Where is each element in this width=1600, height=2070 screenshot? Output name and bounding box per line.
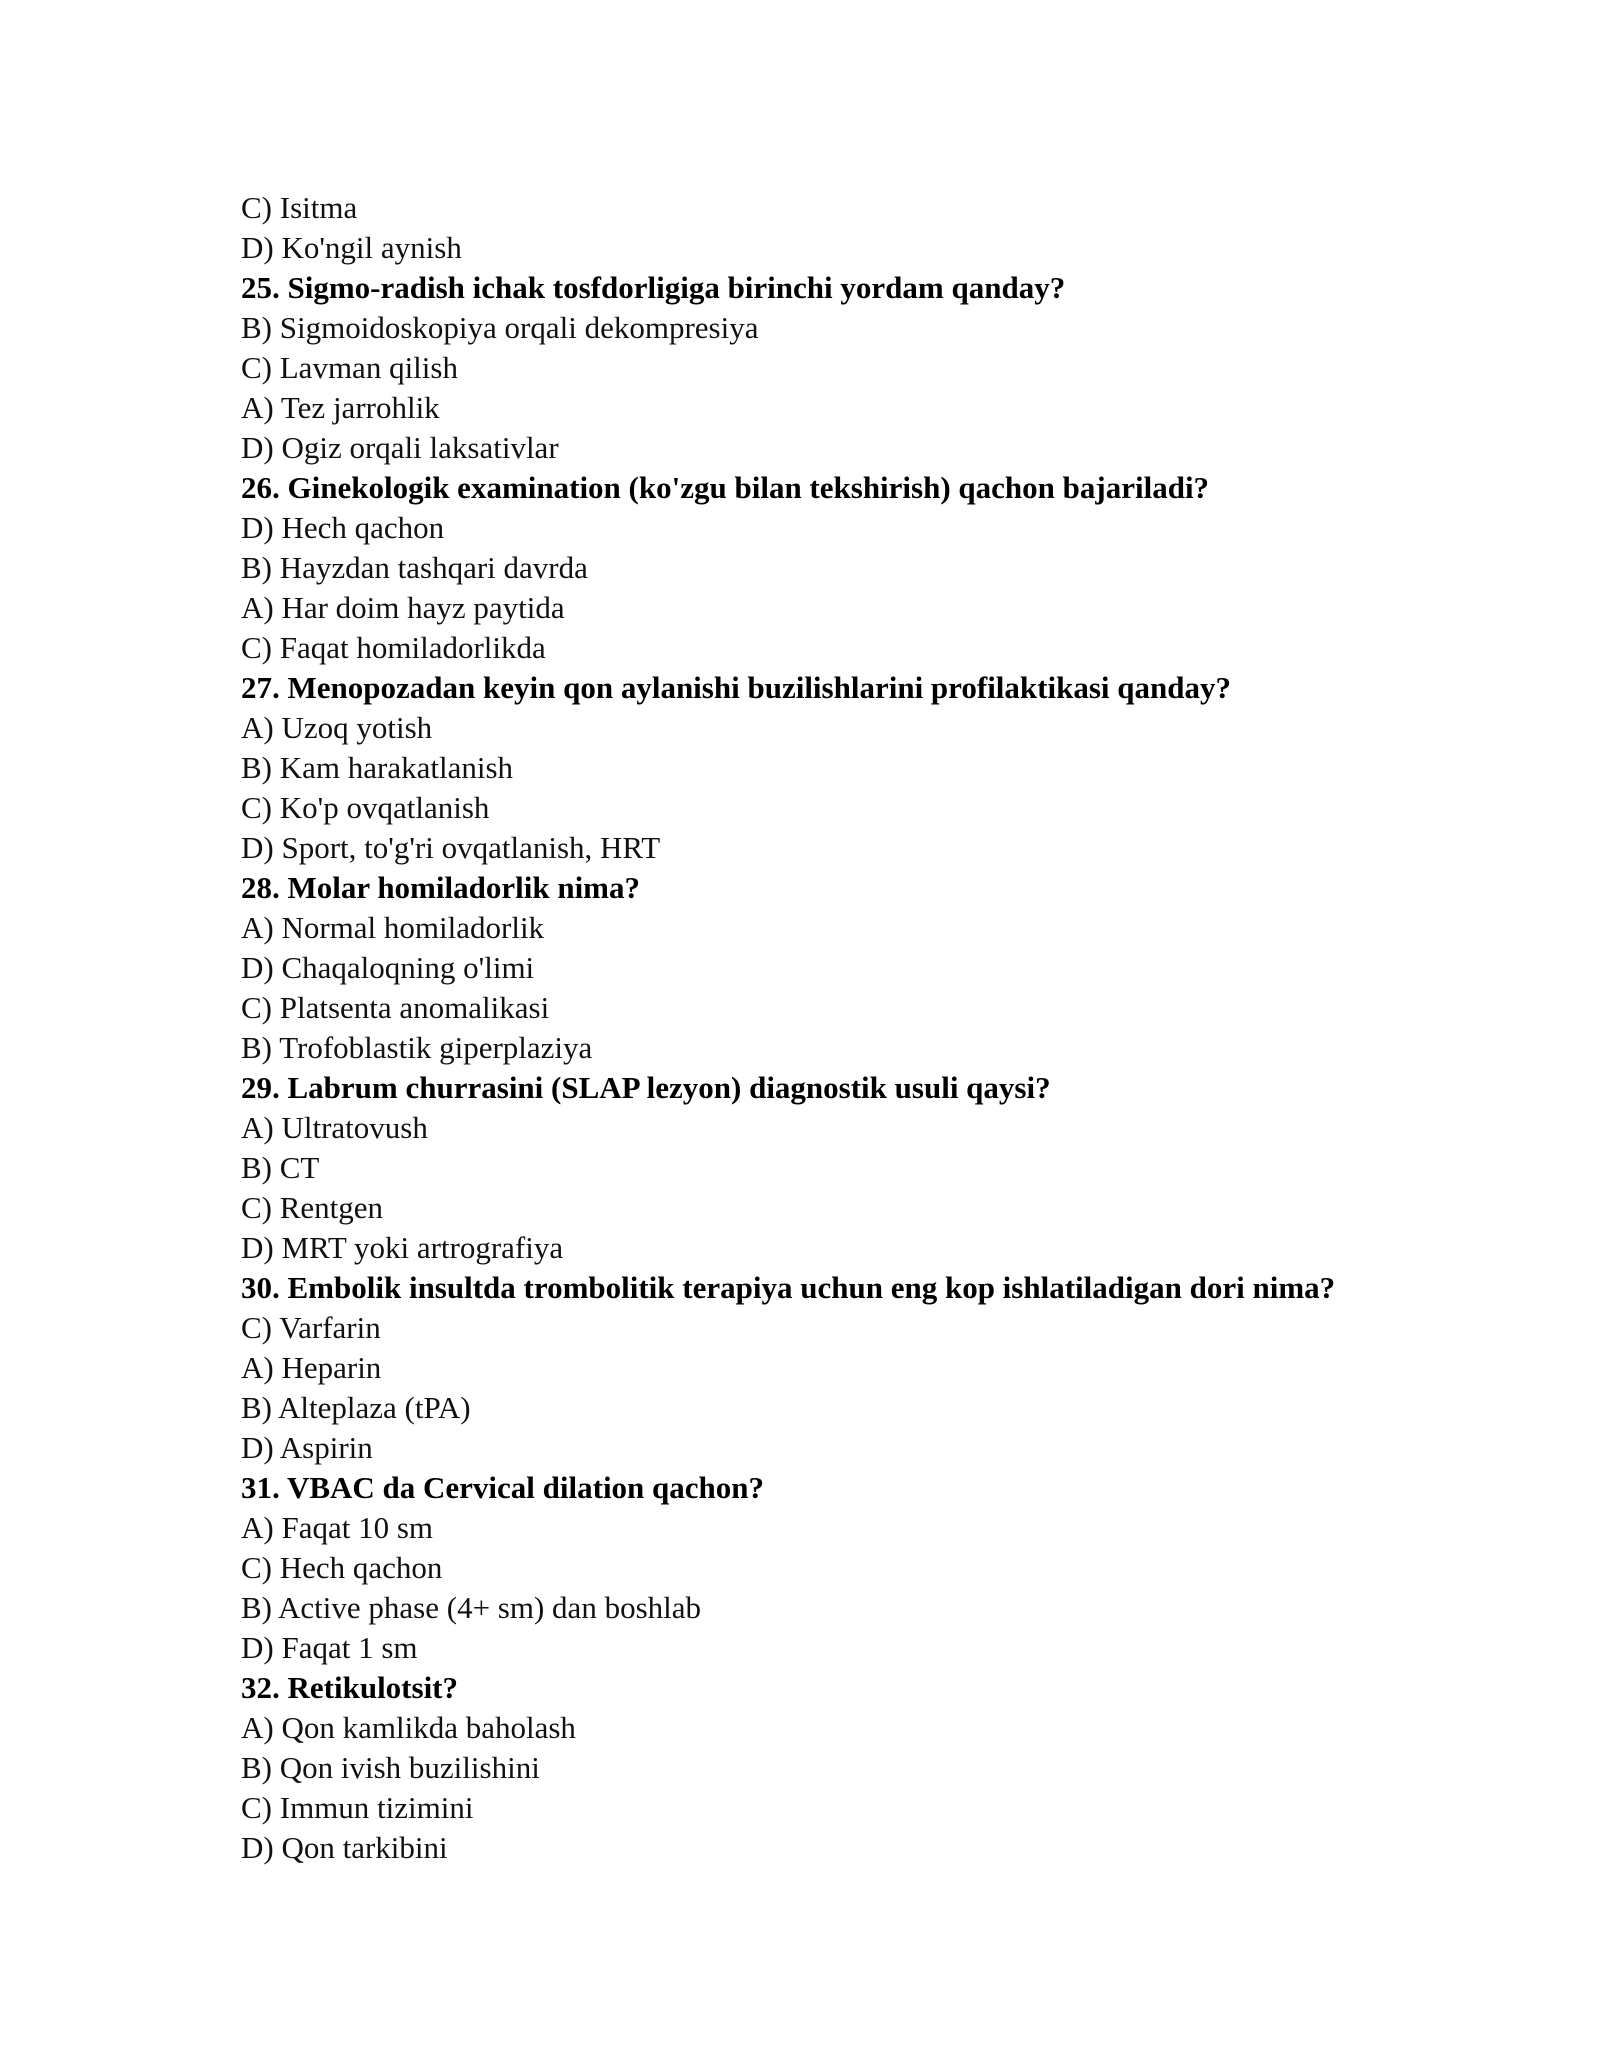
document-body: [241, 188, 1441, 1868]
answer-option: D) Aspirin: [241, 1430, 373, 1465]
answer-option: B) Active phase (4+ sm) dan boshlab: [241, 1590, 702, 1625]
question-heading: 28. Molar homiladorlik nima?: [241, 870, 641, 905]
answer-option: B) Alteplaza (tPA): [241, 1390, 471, 1425]
answer-option: B) Sigmoidoskopiya orqali dekompresiya: [241, 310, 759, 345]
answer-option: A) Normal homiladorlik: [241, 910, 545, 945]
question-heading: 25. Sigmo-radish ichak tosfdorligiga birinchi yordam qanday?: [241, 270, 1066, 305]
question-heading: 29. Labrum churrasini (SLAP lezyon) diagnostik usuli qaysi?: [241, 1070, 1051, 1105]
answer-option: B) Trofoblastik giperplaziya: [241, 1030, 593, 1065]
answer-option: C) Platsenta anomalikasi: [241, 990, 550, 1025]
answer-option: A) Faqat 10 sm: [241, 1510, 434, 1545]
answer-option: D) Ogiz orqali laksativlar: [241, 430, 559, 465]
answer-option: C) Ko'p ovqatlanish: [241, 790, 490, 825]
question-heading: 26. Ginekologik examination (ko'zgu bilan tekshirish) qachon bajariladi?: [241, 470, 1210, 505]
answer-option: D) Qon tarkibini: [241, 1830, 448, 1865]
answer-option: B) Hayzdan tashqari davrda: [241, 550, 588, 585]
answer-option: A) Ultratovush: [241, 1110, 428, 1145]
answer-option: A) Uzoq yotish: [241, 710, 433, 745]
answer-option: D) Hech qachon: [241, 510, 445, 545]
question-heading: 30. Embolik insultda trombolitik terapiya uchun eng kop ishlatiladigan dori nima?: [241, 1270, 1336, 1305]
answer-option: A) Qon kamlikda baholash: [241, 1710, 576, 1745]
answer-option: C) Lavman qilish: [241, 350, 458, 385]
answer-option: B) CT: [241, 1150, 320, 1185]
answer-option: D) Sport, to'g'ri ovqatlanish, HRT: [241, 830, 661, 865]
answer-option: B) Qon ivish buzilishini: [241, 1750, 540, 1785]
answer-option: C) Rentgen: [241, 1190, 384, 1225]
answer-option: B) Kam harakatlanish: [241, 750, 514, 785]
answer-option: D) Ko'ngil aynish: [241, 230, 462, 265]
question-heading: 27. Menopozadan keyin qon aylanishi buzilishlarini profilaktikasi qanday?: [241, 670, 1231, 705]
answer-option: C) Varfarin: [241, 1310, 381, 1345]
answer-option: C) Faqat homiladorlikda: [241, 630, 546, 665]
answer-option: D) MRT yoki artrografiya: [241, 1230, 564, 1265]
answer-option: C) Immun tizimini: [241, 1790, 474, 1825]
question-heading: 32. Retikulotsit?: [241, 1670, 458, 1705]
answer-option: D) Chaqaloqning o'limi: [241, 950, 535, 985]
answer-option: C) Isitma: [241, 190, 358, 225]
question-heading: 31. VBAC da Cervical dilation qachon?: [241, 1470, 765, 1505]
answer-option: A) Tez jarrohlik: [241, 390, 440, 425]
answer-option: A) Har doim hayz paytida: [241, 590, 565, 625]
answer-option: D) Faqat 1 sm: [241, 1630, 418, 1665]
answer-option: C) Hech qachon: [241, 1550, 443, 1585]
answer-option: A) Heparin: [241, 1350, 382, 1385]
